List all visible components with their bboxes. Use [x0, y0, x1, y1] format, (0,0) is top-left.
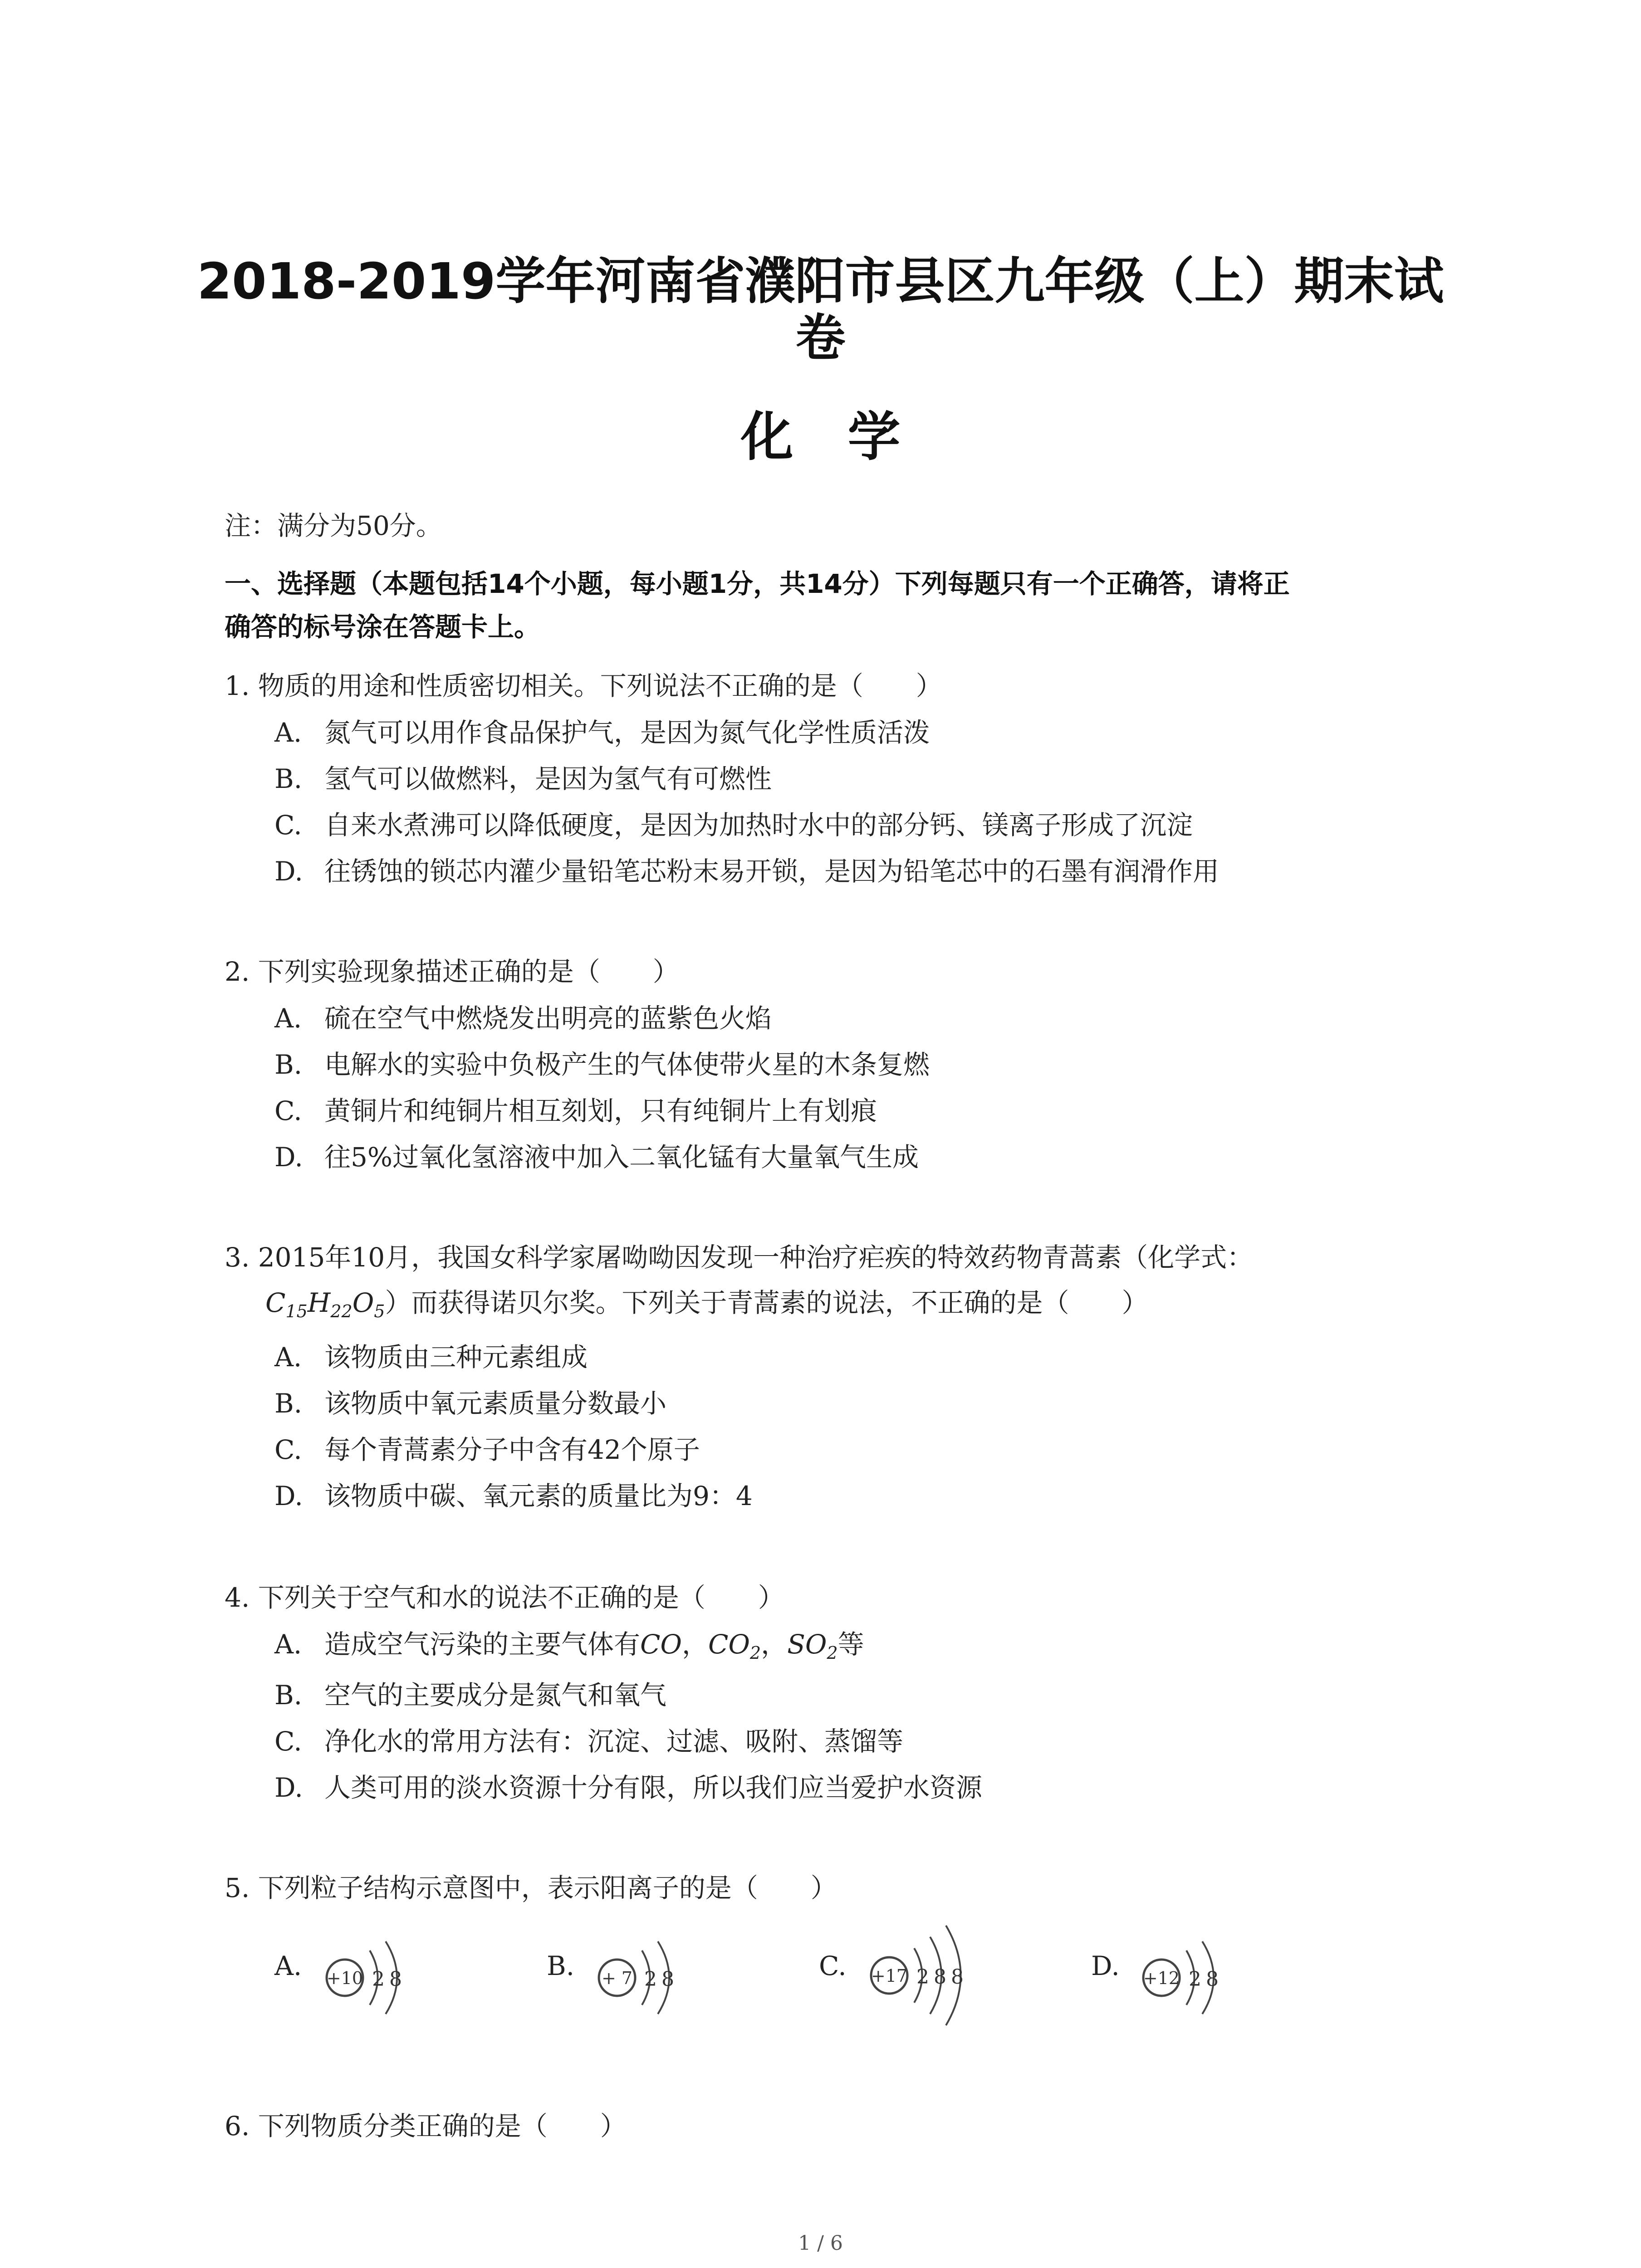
- formula-o: O: [352, 1287, 374, 1318]
- question-2-option-c: [274, 1090, 877, 1128]
- question-1-stem: 1. 物质的用途和性质密切相关。下列说法不正确的是（ ）: [225, 670, 942, 701]
- formula-h: H: [307, 1287, 331, 1318]
- shell-3-electrons: 8: [951, 1965, 964, 1989]
- question-4-option-d: [274, 1766, 982, 1804]
- option-letter: A.: [274, 1629, 302, 1660]
- question-4-option-a: [274, 1623, 864, 1663]
- question-2-option-b: [274, 1043, 930, 1081]
- question-1-option-a: [274, 711, 930, 749]
- separator: ，: [681, 1629, 708, 1660]
- question-2-stem: 2. 下列实验现象描述正确的是（ ）: [225, 956, 679, 987]
- nucleus-charge: +12: [1143, 1968, 1180, 1988]
- atom-diagram-c: [862, 1910, 998, 2041]
- section-heading-line1: 一、选择题（本题包括14个小题，每小题1分，共14分）下列每题只有一个正确答，请将正: [225, 568, 1290, 599]
- score-note: 注：满分为50分。: [225, 510, 442, 541]
- option-letter: C.: [274, 1095, 302, 1126]
- question-1-option-c: [274, 804, 1193, 842]
- question-4-option-b: [274, 1674, 666, 1712]
- shell-1-electrons: 2: [1189, 1968, 1201, 1991]
- question-5-stem: 5. 下列粒子结构示意图中，表示阳离子的是（ ）: [225, 1872, 837, 1903]
- option-text: 氢气可以做燃料，是因为氢气有可燃性: [324, 763, 772, 794]
- question-3-option-d: [274, 1475, 753, 1513]
- formula-so2: SO: [787, 1629, 827, 1660]
- page-number: 1 / 6: [798, 2232, 843, 2255]
- option-text: 人类可用的淡水资源十分有限，所以我们应当爱护水资源: [324, 1772, 983, 1803]
- question-4-stem: 4. 下列关于空气和水的说法不正确的是（ ）: [225, 1582, 784, 1613]
- formula-co2: CO: [708, 1629, 750, 1660]
- question-6-stem: 6. 下列物质分类正确的是（ ）: [225, 2111, 627, 2141]
- option-text: 该物质中氧元素质量分数最小: [324, 1388, 667, 1419]
- option-letter: D.: [274, 1772, 303, 1803]
- option-letter: B.: [274, 1049, 303, 1080]
- shell-2-electrons: 8: [1206, 1968, 1219, 1991]
- question-3-option-b: [274, 1382, 666, 1420]
- option-text: 该物质中碳、氧元素的质量比为9：4: [324, 1481, 753, 1511]
- question-3-option-a: [274, 1336, 588, 1374]
- option-letter: A.: [274, 717, 302, 748]
- option-text: 每个青蒿素分子中含有42个原子: [324, 1434, 700, 1465]
- option-text: 硫在空气中燃烧发出明亮的蓝紫色火焰: [324, 1003, 772, 1034]
- option-letter: A.: [274, 1342, 302, 1373]
- diagram-d-letter: D.: [1091, 1950, 1120, 1981]
- formula-so2-sub: 2: [827, 1643, 838, 1663]
- option-text: 氮气可以用作食品保护气，是因为氮气化学性质活泼: [324, 717, 930, 748]
- nucleus-charge: + 7: [601, 1968, 633, 1988]
- shell-1-electrons: 2: [372, 1968, 385, 1991]
- question-2-option-a: [274, 997, 772, 1035]
- formula-o-sub: 5: [374, 1301, 385, 1321]
- atom-diagram-b: [590, 1923, 708, 2032]
- option-text: 自来水煮沸可以降低硬度，是因为加热时水中的部分钙、镁离子形成了沉淀: [324, 810, 1193, 841]
- option-letter: D.: [274, 1142, 303, 1173]
- formula-c-sub: 15: [285, 1301, 308, 1321]
- shell-2-electrons: 8: [389, 1968, 402, 1991]
- option-letter: B.: [274, 1680, 303, 1711]
- question-4-option-c: [274, 1720, 903, 1758]
- option-text: 空气的主要成分是氮气和氧气: [324, 1680, 667, 1711]
- formula-co2-sub: 2: [749, 1643, 761, 1663]
- question-3-stem-rest: ）而获得诺贝尔奖。下列关于青蒿素的说法，不正确的是（ ）: [385, 1287, 1148, 1318]
- question-2-option-d: [274, 1136, 919, 1174]
- atom-diagram-a: [318, 1923, 436, 2032]
- option-letter: B.: [274, 763, 303, 794]
- diagram-c-letter: C.: [819, 1950, 847, 1981]
- option-text: 该物质由三种元素组成: [324, 1342, 588, 1373]
- option-letter: A.: [274, 1003, 302, 1034]
- shell-2-electrons: 8: [934, 1965, 946, 1989]
- shell-1-electrons: 2: [916, 1965, 929, 1989]
- option-letter: B.: [274, 1388, 303, 1419]
- atom-diagram-d: [1134, 1923, 1252, 2032]
- nucleus-charge: +10: [326, 1968, 363, 1988]
- section-heading-line2: 确答的标号涂在答题卡上。: [225, 611, 541, 642]
- option-text-suffix: 等: [838, 1629, 864, 1660]
- option-text: 净化水的常用方法有：沉淀、过滤、吸附、蒸馏等: [324, 1726, 904, 1757]
- option-letter: D.: [274, 856, 303, 887]
- shell-1-electrons: 2: [644, 1968, 657, 1991]
- option-text-prefix: 造成空气污染的主要气体有: [324, 1629, 641, 1660]
- option-text: 往5%过氧化氢溶液中加入二氧化锰有大量氧气生成: [324, 1142, 919, 1173]
- option-text: 往锈蚀的锁芯内灌少量铅笔芯粉末易开锁，是因为铅笔芯中的石墨有润滑作用: [324, 856, 1220, 887]
- question-3-stem: 3. 2015年10月，我国女科学家屠呦呦因发现一种治疗疟疾的特效药物青蒿素（化学式：: [225, 1242, 1254, 1273]
- diagram-a-letter: A.: [274, 1950, 302, 1981]
- formula-co: CO: [640, 1629, 682, 1660]
- option-letter: C.: [274, 810, 302, 841]
- option-letter: D.: [274, 1481, 303, 1511]
- question-1-option-b: [274, 758, 772, 796]
- option-letter: C.: [274, 1434, 302, 1465]
- shell-2-electrons: 8: [661, 1968, 674, 1991]
- exam-title-line2: 卷: [795, 309, 846, 367]
- option-text: 黄铜片和纯铜片相互刻划，只有纯铜片上有划痕: [324, 1095, 877, 1126]
- separator: ，: [761, 1629, 788, 1660]
- exam-title-line1: 2018-2019学年河南省濮阳市县区九年级（上）期末试: [197, 252, 1444, 310]
- formula-c: C: [265, 1287, 286, 1318]
- option-letter: C.: [274, 1726, 302, 1757]
- question-3-option-c: [274, 1428, 700, 1466]
- nucleus-charge: +17: [871, 1966, 908, 1986]
- option-text: 电解水的实验中负极产生的气体使带火星的木条复燃: [324, 1049, 930, 1080]
- subject-title: 化学: [740, 406, 955, 468]
- diagram-b-letter: B.: [547, 1950, 575, 1981]
- formula-h-sub: 22: [330, 1301, 353, 1321]
- question-3-stem-line2: [265, 1281, 1148, 1321]
- question-1-option-d: [274, 850, 1219, 888]
